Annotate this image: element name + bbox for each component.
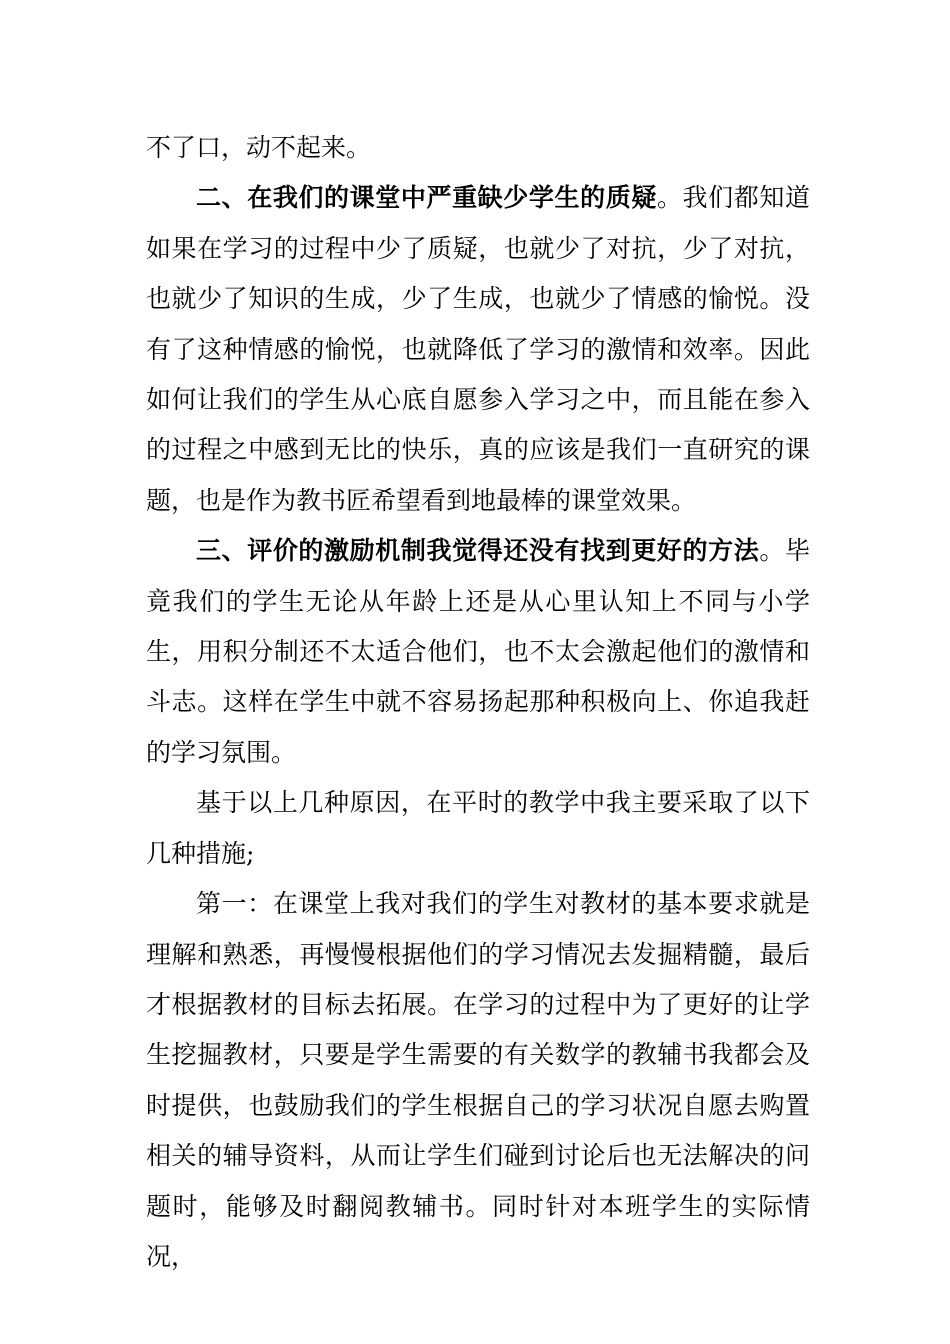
paragraph-heading: 二、在我们的课堂中严重缺少学生的质疑 [196,183,657,213]
paragraph-text: 基于以上几种原因，在平时的教学中我主要采取了以下几种措施; [146,788,810,868]
paragraph-text: 。我们都知道如果在学习的过程中少了质疑，也就少了对抗，少了对抗，也就少了知识的生成，少了生成，也就少了情感的愉悦。没有了这种情感的愉悦，也就降低了学习的激情和效率。因此如何让我们的学生从心底自愿参入学习之中，而且能在参入的过程之中感到无比的快乐，真的应该是我们一直研究的课题，也是作为教书匠希望看到地最棒的课堂效果。 [146,183,810,515]
paragraph-text: 。毕竟我们的学生无论从年龄上还是从心里认知上不同与小学生，用积分制还不太适合他们，也不太会激起他们的激情和斗志。这样在学生中就不容易扬起那种积极向上、你追我赶的学习氛围。 [146,536,810,767]
document-page [146,123,810,1282]
paragraph-heading: 三、评价的激励机制我觉得还没有找到更好的方法 [196,536,760,566]
paragraph-measures-intro [146,778,810,879]
paragraph-text: 不了口，动不起来。 [146,133,372,162]
paragraph-measure-one [146,879,810,1282]
paragraph-point-three [146,526,810,778]
paragraph-point-two [146,173,810,526]
paragraph-continuation [146,123,810,173]
paragraph-text: 第一：在课堂上我对我们的学生对教材的基本要求就是理解和熟悉，再慢慢根据他们的学习情况去发掘精髓，最后才根据教材的目标去拓展。在学习的过程中为了更好的让学生挖掘教材，只要是学生需要的有关数学的教辅书我都会及时提供，也鼓励我们的学生根据自己的学习状况自愿去购置相关的辅导资料，从而让学生们碰到讨论后也无法解决的问题时，能够及时翻阅教辅书。同时针对本班学生的实际情况， [146,889,810,1271]
